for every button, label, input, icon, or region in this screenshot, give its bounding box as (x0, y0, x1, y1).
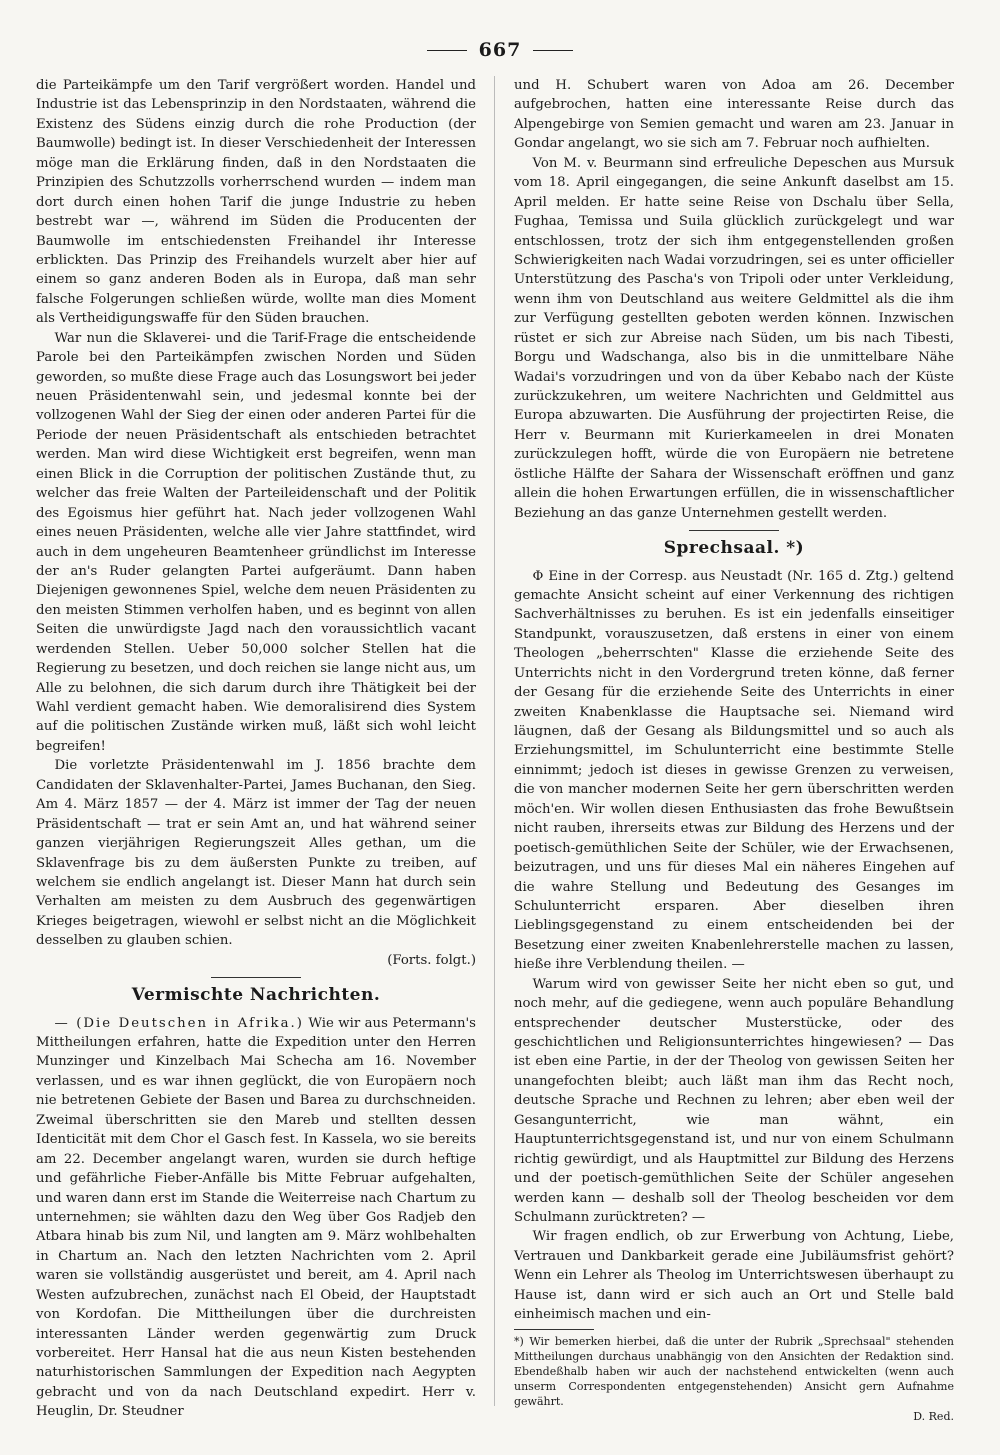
news-paragraph: Von M. v. Beurmann sind erfreuliche Depeschen aus Mursuk vom 18. April eingegangen, die seine Ankunft daselbst am 15. April melden. Er hatte seine Reise von Dschalu über Sella, Fughaa, Temissa und Suila glücklich zurückgelegt und war entschlossen, trotz der sich ihm entgegenstellenden großen Schwierigkeiten nach Wadai vorzudringen, sei es unter officieller Unterstützung des Pascha's von Tripoli oder unter Verkleidung, wenn ihm von Deutschland aus weitere Geldmittel als die ihm zur Verfügung gestellten geboten werden können. Inzwischen rüstet er sich zur Abreise nach Süden, um bis nach Tibesti, Borgu und Wadschanga, also bis in die unmittelbare Nähe Wadai's vorzudringen und von da über Kebabo nach der Küste zurückzukehren, um weitere Nachrichten und Geldmittel aus Europa abzuwarten. Die Ausführung der projectirten Reise, die Herr v. Beurmann mit Kurierkameelen in drei Monaten zurückzulegen hofft, würde die von Europäern nie betretene östliche Hälfte der Sahara der Wissenschaft eröffnen und ganz allein die hohen Erwartungen erfüllen, die in wissenschaftlicher Beziehung an das ganze Unternehmen gestellt werden. (514, 155, 954, 521)
letter-paragraph: Warum wird von gewisser Seite her nicht eben so gut, und noch mehr, auf die gediegene, wenn auch populäre Behandlung entsprechender deutscher Musterstücke, oder des geschichtlichen und Religionsunterrichtes hingewiesen? — Das ist eben eine Partie, in der der Theolog von gewissen Seiten her unangefochten bleibt; auch läßt man ihm das Recht noch, deutsche Sprache und Rechnen zu lehren; aber eben weil der Gesangunterricht, wie man wähnt, ein Hauptunterrichtsgegenstand ist, und nur von einem Schulmann richtig gewürdigt, und als Hauptmittel zur Bildung des Herzens und der poetisch-gemüthlichen Seite der Schüler angesehen werden kann — deshalb soll der Theolog bescheiden vor dem Schulmann zurücktreten? — (514, 976, 954, 1225)
section-divider (211, 977, 301, 978)
continuation-note: (Forts. folgt.) (387, 952, 476, 968)
footnote-text: *) Wir bemerken hierbei, daß die unter der Rubrik „Sprechsaal" stehenden Mittheilungen durchaus unabhängig von den Ansichten der Redaktion sind. Ebendeßhalb haben wir auch der nachstehend entwickelten (wenn auch unserm Correspondenten entgegenstehenden) Ansicht gern Aufnahme gewährt. (514, 1334, 954, 1408)
news-lead: — (Die Deutschen in Afrika.) (54, 1015, 304, 1031)
news-paragraph: und H. Schubert waren von Adoa am 26. December aufgebrochen, hatten eine interessante Reise durch das Alpengebirge von Semien gemacht und waren am 23. Januar in Gondar angelangt, wo sie sich am 7. Februar noch aufhielten. (514, 78, 954, 152)
page-number: 667 (478, 39, 522, 61)
section-heading-sprechsaal: Sprechsaal. *) (663, 538, 805, 559)
letter-body: Eine in der Corresp. aus Neustadt (Nr. 165 d. Ztg.) geltend gemachte Ansicht scheint auf einer Verkennung des richtigen Sachverhältnisses zu beruhen. Es ist ein jedenfalls einseitiger Standpunkt, vorauszusetzen, daß erstens in einer von einem Theologen „beherrschten" Klasse die erziehende Seite des Unterrichts nicht in den Vordergrund treten könne, daß ferner der Gesang für die erziehende Seite des Unterrichts in einer zweiten Knabenklasse die Hauptsache sei. Niemand wird läugnen, daß der Gesang als Bildungsmittel und so auch als Erziehungsmittel, im Schulunterricht eine bestimmte Stelle einnimmt; jedoch ist dieses in gewisse Grenzen zu verweisen, die von mancher modernen Seite her gern überschritten werden möch'en. Wir wollen diesen Enthusiasten das frohe Bewußtsein nicht rauben, ihrerseits etwas zur Bildung des Herzens und der poetisch-gemüthlichen Seite der Schüler, wie der Erwachsenen, beizutragen, und uns für dieses Mal ein näheres Eingehen auf die wahre Stellung und Bedeutung des Gesanges im Schulunterricht ersparen. Aber dieselben ihren Lieblingsgegenstand zu einem entscheidenden bei der Besetzung einer zweiten Knabenlehrerstelle machen zu lassen, hieße ihre Verblendung theilen. — (514, 568, 955, 973)
footnote-signature: D. Red. (913, 1409, 954, 1423)
left-column (36, 76, 476, 1422)
right-column (514, 76, 954, 1424)
column-separator (494, 76, 495, 1406)
letter-paragraph (514, 567, 954, 975)
section-heading-vermischte: Vermischte Nachrichten. (131, 985, 381, 1006)
news-body: Wie wir aus Petermann's Mittheilungen erfahren, hatte die Expedition unter den Herren Munzinger und Kinzelbach Mai Schecha am 16. November verlassen, und es war ihnen geglückt, die von Europäern noch nie betretenen Gebiete der Basen und Barea zu durchschneiden. Zweimal überschritten sie den Mareb und stellten dessen Identicität mit dem Chor el Gasch fest. In Kassela, wo sie bereits am 22. December angelangt waren, wurden sie durch heftige und gefährliche Fieber-Anfälle bis Mitte Februar aufgehalten, und waren dann erst im Stande die Weiterreise nach Chartum zu unternehmen; sie wählten dazu den Weg über Gos Radjeb den Atbara hinab bis zum Nil, und langten am 9. März wohlbehalten in Chartum an. Nach den letzten Nachrichten vom 2. April waren sie vollständig ausgerüstet und bereit, am 4. April nach Westen aufzubrechen, zunächst nach El Obeid, der Hauptstadt von Kordofan. Die Mittheilungen über die durchreisten interessanten Länder werden gegenwärtig zum Druck vorbereitet. Herr Hansal hat die aus neun Kisten bestehenden naturhistorischen Sammlungen der Expedition nach Aegypten gebracht und von da nach Deutschland expedirt. Herr v. Heuglin, Dr. Steudner (36, 1015, 476, 1420)
article-paragraph: Die vorletzte Präsidentenwahl im J. 1856 brachte dem Candidaten der Sklavenhalter-Partei, James Buchanan, den Sieg. Am 4. März 1857 — der 4. März ist immer der Tag der neuen Präsidentschaft — trat er sein Amt an, und hat während seiner ganzen vierjährigen Regierungszeit Alles gethan, um die Sklavenfrage bis zu dem äußersten Punkte zu treiben, auf welchem sie endlich angelangt ist. Dieser Mann hat durch sein Verhalten am meisten zu dem Ausbruch des gegenwärtigen Krieges beigetragen, wiewohl er selbst nicht an die Möglichkeit desselben zu glauben schien. (36, 758, 476, 949)
news-paragraph (36, 1014, 476, 1422)
header-rule-right (533, 50, 573, 51)
footnote (514, 1334, 954, 1424)
article-paragraph: War nun die Sklaverei- und die Tarif-Frage die entscheidende Parole bei den Parteikämpfen zwischen Norden und Süden geworden, so mußte diese Frage auch das Losungswort bei jeder neuen Präsidentenwahl sein, und jedesmal konnte bei der vollzogenen Wahl der Sieg der einen oder anderen Partei für die Periode der neuen Präsidentschaft als entschieden betrachtet werden. Man wird diese Wichtigkeit erst begreifen, wenn man einen Blick in die Corruption der politischen Zustände thut, zu welcher das freie Walten der Parteileidenschaft und der Politik des Egoismus hier geführt hat. Nach jeder vollzogenen Wahl eines neuen Präsidenten, welche alle vier Jahre stattfindet, wird auch in dem ungeheuren Beamtenheer gründlichst im Interesse der an's Ruder gelangten Partei aufgeräumt. Dann haben Diejenigen gewonnenes Spiel, welche dem neuen Präsidenten zu den meisten Stimmen verholfen haben, und es beginnt von allen Seiten die unwürdigste Jagd nach den voraussichtlich vacant werdenden Stellen. Ueber 50,000 solcher Stellen hat die Regierung zu besetzen, und doch reichen sie lange nicht aus, um Alle zu belohnen, die sich darum durch ihre Thätigkeit bei der Wahl verdient gemacht haben. Wie demoralisirend dies System auf die politischen Zustände wirken muß, läßt sich wohl leicht begreifen! (36, 330, 476, 754)
header-rule-left (427, 50, 467, 51)
page-number-header (0, 38, 1000, 62)
section-divider (689, 530, 779, 531)
letter-paragraph: Wir fragen endlich, ob zur Erwerbung von Achtung, Liebe, Vertrauen und Dankbarkeit gerade eine Jubiläumsfrist gehört? Wenn ein Lehrer als Theolog im Unterrichtswesen überhaupt zu Hause ist, dann wird er sich auch an Ort und Stelle bald einheimisch machen und ein- (514, 1229, 954, 1323)
footnote-divider (514, 1329, 594, 1330)
article-paragraph: die Parteikämpfe um den Tarif vergrößert worden. Handel und Industrie ist das Lebensprinzip in den Nordstaaten, während die Existenz des Südens einzig durch die rohe Production (der Baumwolle) bedingt ist. In dieser Verschiedenheit der Interessen möge man die Erklärung finden, daß in den Nordstaaten die Prinzipien des Schutzzolls vorherrschend wurden — indem man dort durch einen hohen Tarif die junge Industrie zu heben bestrebt war —, während im Süden die Producenten der Baumwolle im entschiedensten Freihandel ihr Interesse erblickten. Das Prinzip des Freihandels wurzelt aber hier auf einem so ganz anderen Boden als in Europa, daß man sehr falsche Folgerungen schließen würde, wollte man dies Moment als Vertheidigungswaffe für den Süden brauchen. (36, 78, 476, 327)
phi-mark: Φ (532, 568, 544, 584)
